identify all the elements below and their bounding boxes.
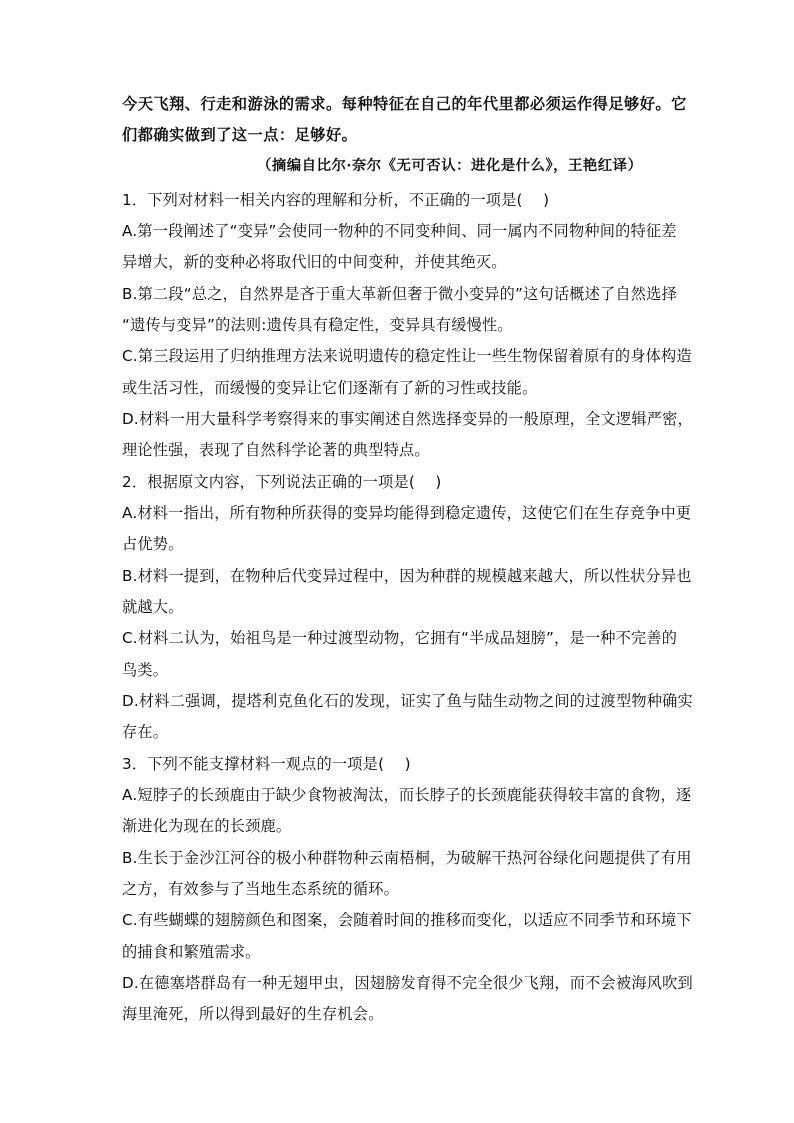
passage-line-1: 今天飞翔、行走和游泳的需求。每种特征在自己的年代里都必须运作得足够好。它	[122, 95, 687, 113]
question-3-option-d: D.在德塞塔群岛有一种无翅甲虫，因翅膀发育得不完全很少飞翔，而不会被海风吹到	[122, 974, 693, 992]
question-2-option-d-cont: 存在。	[122, 723, 169, 741]
question-2-option-a-cont: 占优势。	[122, 535, 184, 553]
question-3-option-b-cont: 之方，有效参与了当地生态系统的循环。	[122, 880, 399, 898]
question-3-stem: 3．下列不能支撑材料一观点的一项是( )	[122, 755, 411, 773]
question-2-option-b-cont: 就越大。	[122, 598, 184, 616]
passage-line-2: 们都确实做到了这一点：足够好。	[122, 126, 358, 144]
question-3-option-a-cont: 渐进化为现在的长颈鹿。	[122, 817, 292, 835]
question-1-option-d-cont: 理论性强，表现了自然科学论著的典型特点。	[122, 441, 430, 459]
question-2-stem: 2．根据原文内容，下列说法正确的一项是( )	[122, 473, 442, 491]
question-1-option-d: D.材料一用大量科学考察得来的事实阐述自然选择变异的一般原理，全文逻辑严密，	[122, 410, 693, 428]
question-1-option-b: B.第二段“总之，自然界是吝于重大革新但奢于微小变异的”这句话概述了自然选择	[122, 285, 677, 303]
question-3-option-d-cont: 海里淹死，所以得到最好的生存机会。	[122, 1005, 384, 1023]
question-1-option-c: C.第三段运用了归纳推理方法来说明遗传的稳定性让一些生物保留着原有的身体构造	[122, 347, 692, 365]
question-2-option-c: C.材料二认为，始祖鸟是一种过渡型动物，它拥有“半成品翅膀”，是一种不完善的	[122, 629, 678, 647]
question-2-option-a: A.材料一指出，所有物种所获得的变异均能得到稳定遗传，这使它们在生存竞争中更	[122, 504, 692, 522]
question-3-option-b: B.生长于金沙江河谷的极小种群物种云南梧桐，为破解干热河谷绿化问题提供了有用	[122, 849, 692, 867]
passage-source: （摘编自比尔·奈尔《无可否认：进化是什么》，王艳红译）	[257, 157, 643, 174]
question-1-option-a: A.第一段阐述了“变异”会使同一物种的不同变种间、同一属内不同物种间的特征差	[122, 222, 677, 240]
question-2-option-c-cont: 鸟类。	[122, 661, 169, 679]
question-1-option-b-cont: “遗传与变异”的法则:遗传具有稳定性，变异具有缓慢性。	[122, 316, 513, 334]
question-3-option-a: A.短脖子的长颈鹿由于缺少食物被淘汰，而长脖子的长颈鹿能获得较丰富的食物，逐	[122, 786, 692, 804]
question-1-stem: 1．下列对材料一相关内容的理解和分析，不正确的一项是( )	[122, 191, 550, 209]
question-3-option-c-cont: 的捕食和繁殖需求。	[122, 943, 261, 961]
question-2-option-d: D.材料二强调，提塔利克鱼化石的发现，证实了鱼与陆生动物之间的过渡型物种确实	[122, 692, 693, 710]
question-2-option-b: B.材料一提到，在物种后代变异过程中，因为种群的规模越来越大，所以性状分异也	[122, 567, 692, 585]
question-1-option-c-cont: 或生活习性，而缓慢的变异让它们逐渐有了新的习性或技能。	[122, 379, 538, 397]
question-1-option-a-cont: 异增大，新的变种必将取代旧的中间变种，并使其绝灭。	[122, 253, 507, 271]
question-3-option-c: C.有些蝴蝶的翅膀颜色和图案，会随着时间的推移而变化，以适应不同季节和环境下	[122, 911, 692, 929]
